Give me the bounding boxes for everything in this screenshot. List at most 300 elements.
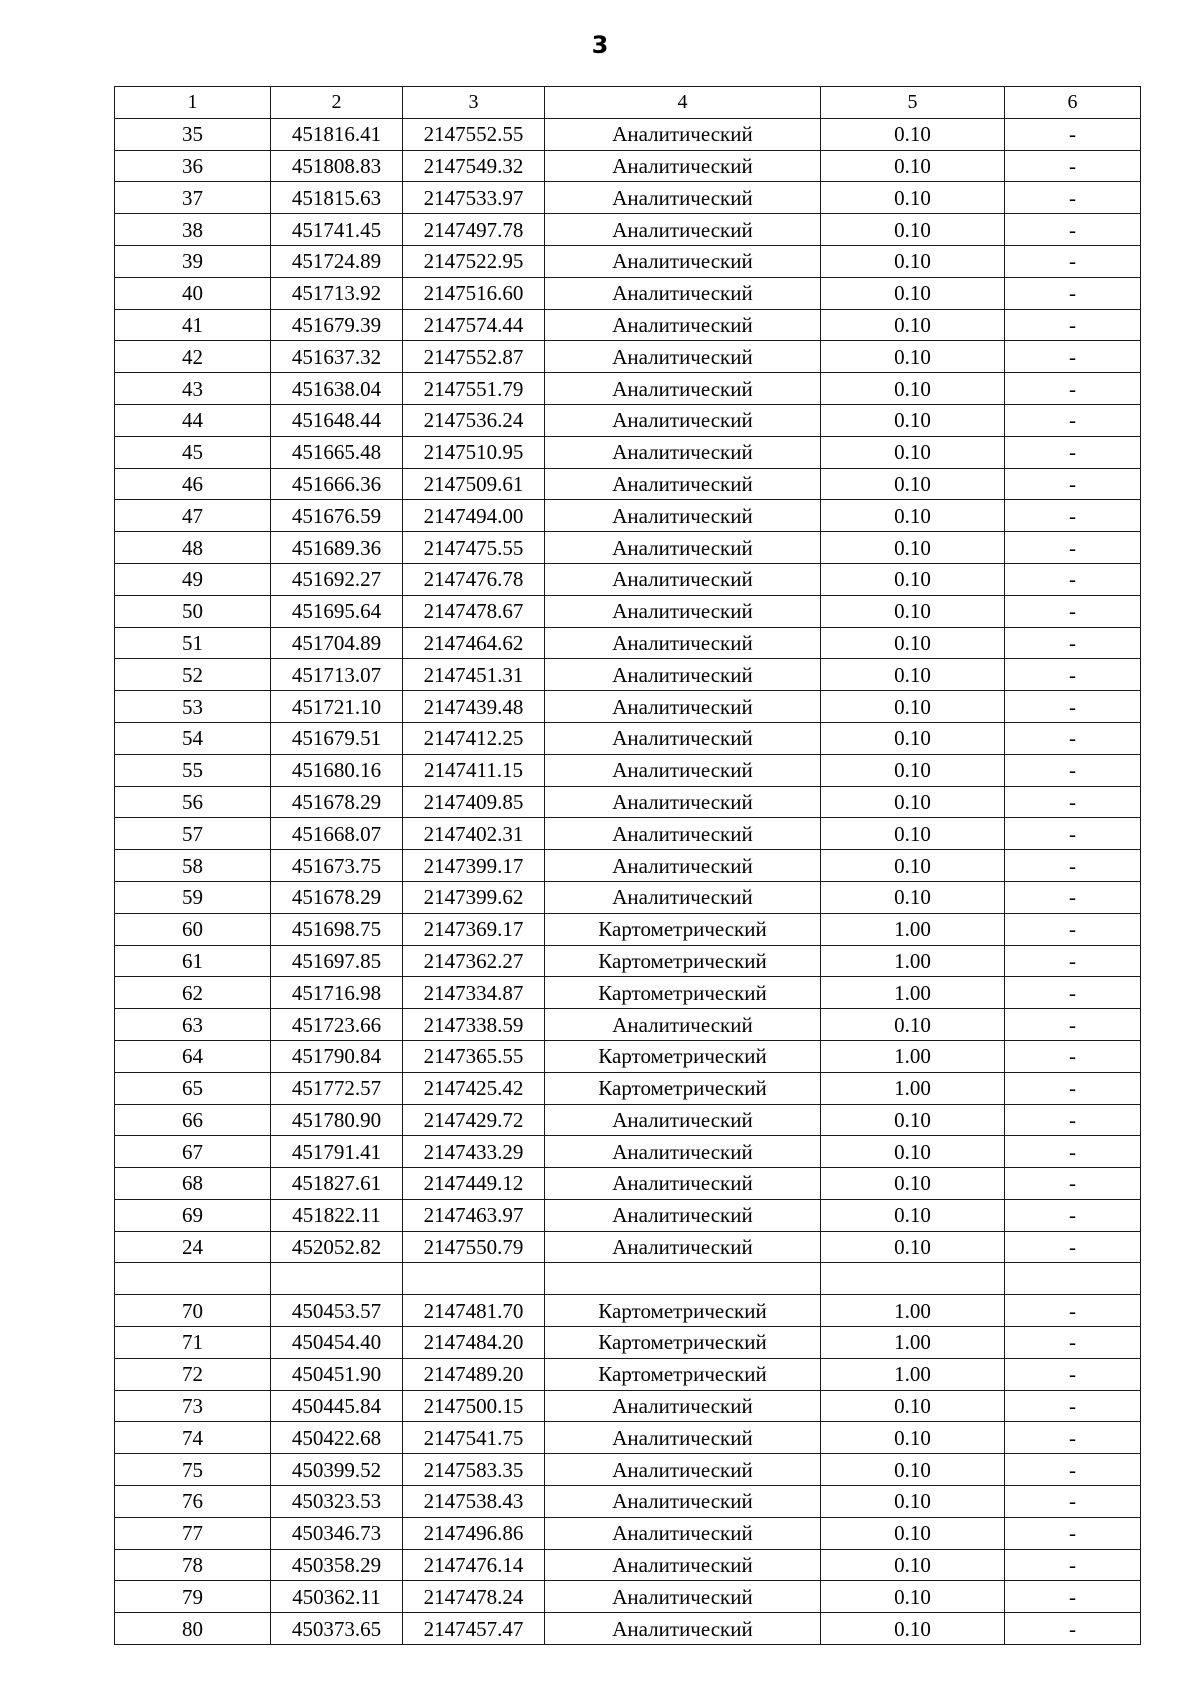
point-number-cell: 38 <box>115 214 271 246</box>
note-cell: - <box>1005 404 1141 436</box>
note-cell: - <box>1005 277 1141 309</box>
x-coordinate-cell: 450358.29 <box>271 1549 403 1581</box>
accuracy-cell: 0.10 <box>821 786 1005 818</box>
x-coordinate-cell: 450346.73 <box>271 1517 403 1549</box>
point-number-cell: 35 <box>115 118 271 150</box>
x-coordinate-cell: 451815.63 <box>271 182 403 214</box>
x-coordinate-cell: 451716.98 <box>271 977 403 1009</box>
x-coordinate-cell: 451695.64 <box>271 595 403 627</box>
y-coordinate-cell: 2147433.29 <box>403 1136 545 1168</box>
table-row <box>115 1263 1141 1295</box>
point-number-cell: 75 <box>115 1454 271 1486</box>
y-coordinate-cell: 2147476.78 <box>403 563 545 595</box>
point-number-cell: 70 <box>115 1295 271 1327</box>
method-cell: Аналитический <box>545 118 821 150</box>
note-cell: - <box>1005 1231 1141 1263</box>
point-number-cell: 65 <box>115 1072 271 1104</box>
accuracy-cell: 0.10 <box>821 1454 1005 1486</box>
method-cell: Аналитический <box>545 1390 821 1422</box>
point-number-cell: 63 <box>115 1009 271 1041</box>
point-number-cell: 68 <box>115 1168 271 1200</box>
note-cell: - <box>1005 1358 1141 1390</box>
note-cell: - <box>1005 627 1141 659</box>
x-coordinate-cell: 450373.65 <box>271 1613 403 1645</box>
point-number-cell: 53 <box>115 691 271 723</box>
point-number-cell: 45 <box>115 436 271 468</box>
y-coordinate-cell: 2147411.15 <box>403 754 545 786</box>
note-cell: - <box>1005 150 1141 182</box>
x-coordinate-cell: 450399.52 <box>271 1454 403 1486</box>
y-coordinate-cell: 2147362.27 <box>403 945 545 977</box>
y-coordinate-cell: 2147484.20 <box>403 1327 545 1359</box>
table-row <box>115 150 1141 182</box>
y-coordinate-cell: 2147510.95 <box>403 436 545 468</box>
x-coordinate-cell: 451808.83 <box>271 150 403 182</box>
accuracy-cell <box>821 1263 1005 1295</box>
x-coordinate-cell: 451666.36 <box>271 468 403 500</box>
method-cell: Аналитический <box>545 786 821 818</box>
note-cell: - <box>1005 786 1141 818</box>
table-row <box>115 500 1141 532</box>
method-cell: Аналитический <box>545 436 821 468</box>
table-row <box>115 532 1141 564</box>
table-row <box>115 722 1141 754</box>
accuracy-cell: 1.00 <box>821 1040 1005 1072</box>
y-coordinate-cell: 2147451.31 <box>403 659 545 691</box>
x-coordinate-cell: 451673.75 <box>271 850 403 882</box>
table-row <box>115 404 1141 436</box>
table-row <box>115 691 1141 723</box>
accuracy-cell: 0.10 <box>821 881 1005 913</box>
x-coordinate-cell: 450422.68 <box>271 1422 403 1454</box>
y-coordinate-cell: 2147497.78 <box>403 214 545 246</box>
point-number-cell: 46 <box>115 468 271 500</box>
point-number-cell: 52 <box>115 659 271 691</box>
accuracy-cell: 1.00 <box>821 913 1005 945</box>
point-number-cell: 49 <box>115 563 271 595</box>
note-cell: - <box>1005 1327 1141 1359</box>
table-row <box>115 913 1141 945</box>
column-header-6: 6 <box>1005 87 1141 119</box>
y-coordinate-cell: 2147541.75 <box>403 1422 545 1454</box>
point-number-cell: 40 <box>115 277 271 309</box>
accuracy-cell: 0.10 <box>821 1613 1005 1645</box>
point-number-cell: 50 <box>115 595 271 627</box>
note-cell: - <box>1005 1486 1141 1518</box>
x-coordinate-cell: 451772.57 <box>271 1072 403 1104</box>
y-coordinate-cell: 2147500.15 <box>403 1390 545 1422</box>
accuracy-cell: 0.10 <box>821 150 1005 182</box>
method-cell: Аналитический <box>545 1486 821 1518</box>
note-cell: - <box>1005 1613 1141 1645</box>
y-coordinate-cell: 2147478.24 <box>403 1581 545 1613</box>
table-row <box>115 945 1141 977</box>
column-header-5: 5 <box>821 87 1005 119</box>
x-coordinate-cell: 451680.16 <box>271 754 403 786</box>
column-header-1: 1 <box>115 87 271 119</box>
table-row <box>115 373 1141 405</box>
table-row <box>115 786 1141 818</box>
note-cell: - <box>1005 659 1141 691</box>
y-coordinate-cell: 2147481.70 <box>403 1295 545 1327</box>
x-coordinate-cell: 451724.89 <box>271 245 403 277</box>
point-number-cell: 69 <box>115 1199 271 1231</box>
method-cell <box>545 1263 821 1295</box>
point-number-cell: 56 <box>115 786 271 818</box>
point-number-cell: 47 <box>115 500 271 532</box>
note-cell: - <box>1005 945 1141 977</box>
x-coordinate-cell: 450453.57 <box>271 1295 403 1327</box>
x-coordinate-cell: 450454.40 <box>271 1327 403 1359</box>
note-cell: - <box>1005 341 1141 373</box>
y-coordinate-cell: 2147412.25 <box>403 722 545 754</box>
method-cell: Аналитический <box>545 1104 821 1136</box>
y-coordinate-cell: 2147365.55 <box>403 1040 545 1072</box>
accuracy-cell: 0.10 <box>821 1486 1005 1518</box>
table-row <box>115 1327 1141 1359</box>
accuracy-cell: 1.00 <box>821 977 1005 1009</box>
point-number-cell: 48 <box>115 532 271 564</box>
table-row <box>115 118 1141 150</box>
note-cell: - <box>1005 214 1141 246</box>
x-coordinate-cell: 451697.85 <box>271 945 403 977</box>
y-coordinate-cell: 2147549.32 <box>403 150 545 182</box>
note-cell: - <box>1005 532 1141 564</box>
method-cell: Картометрический <box>545 1295 821 1327</box>
accuracy-cell: 0.10 <box>821 436 1005 468</box>
table-row <box>115 1040 1141 1072</box>
point-number-cell: 74 <box>115 1422 271 1454</box>
point-number-cell: 79 <box>115 1581 271 1613</box>
accuracy-cell: 0.10 <box>821 277 1005 309</box>
point-number-cell: 64 <box>115 1040 271 1072</box>
method-cell: Аналитический <box>545 563 821 595</box>
accuracy-cell: 0.10 <box>821 818 1005 850</box>
point-number-cell: 51 <box>115 627 271 659</box>
x-coordinate-cell: 451723.66 <box>271 1009 403 1041</box>
accuracy-cell: 0.10 <box>821 500 1005 532</box>
coordinates-table <box>114 86 1141 1645</box>
note-cell <box>1005 1263 1141 1295</box>
point-number-cell: 76 <box>115 1486 271 1518</box>
point-number-cell: 71 <box>115 1327 271 1359</box>
method-cell: Аналитический <box>545 627 821 659</box>
table-row <box>115 977 1141 1009</box>
table-row <box>115 1231 1141 1263</box>
point-number-cell: 62 <box>115 977 271 1009</box>
table-row <box>115 245 1141 277</box>
note-cell: - <box>1005 595 1141 627</box>
y-coordinate-cell: 2147475.55 <box>403 532 545 564</box>
point-number-cell: 61 <box>115 945 271 977</box>
x-coordinate-cell: 450445.84 <box>271 1390 403 1422</box>
table-row <box>115 818 1141 850</box>
x-coordinate-cell: 451704.89 <box>271 627 403 659</box>
method-cell: Аналитический <box>545 182 821 214</box>
x-coordinate-cell: 451679.39 <box>271 309 403 341</box>
point-number-cell: 58 <box>115 850 271 882</box>
table-row <box>115 754 1141 786</box>
point-number-cell: 41 <box>115 309 271 341</box>
accuracy-cell: 0.10 <box>821 1136 1005 1168</box>
point-number-cell: 72 <box>115 1358 271 1390</box>
table-row <box>115 1390 1141 1422</box>
y-coordinate-cell: 2147478.67 <box>403 595 545 627</box>
y-coordinate-cell: 2147399.17 <box>403 850 545 882</box>
method-cell: Аналитический <box>545 1136 821 1168</box>
y-coordinate-cell: 2147494.00 <box>403 500 545 532</box>
x-coordinate-cell: 451668.07 <box>271 818 403 850</box>
accuracy-cell: 0.10 <box>821 754 1005 786</box>
y-coordinate-cell: 2147551.79 <box>403 373 545 405</box>
point-number-cell <box>115 1263 271 1295</box>
point-number-cell: 60 <box>115 913 271 945</box>
note-cell: - <box>1005 913 1141 945</box>
note-cell: - <box>1005 1199 1141 1231</box>
method-cell: Аналитический <box>545 404 821 436</box>
y-coordinate-cell: 2147552.55 <box>403 118 545 150</box>
accuracy-cell: 1.00 <box>821 945 1005 977</box>
note-cell: - <box>1005 1040 1141 1072</box>
point-number-cell: 77 <box>115 1517 271 1549</box>
note-cell: - <box>1005 1581 1141 1613</box>
method-cell: Аналитический <box>545 150 821 182</box>
note-cell: - <box>1005 1517 1141 1549</box>
note-cell: - <box>1005 1136 1141 1168</box>
accuracy-cell: 0.10 <box>821 1581 1005 1613</box>
x-coordinate-cell: 451822.11 <box>271 1199 403 1231</box>
point-number-cell: 67 <box>115 1136 271 1168</box>
x-coordinate-cell: 452052.82 <box>271 1231 403 1263</box>
accuracy-cell: 0.10 <box>821 563 1005 595</box>
x-coordinate-cell <box>271 1263 403 1295</box>
method-cell: Аналитический <box>545 722 821 754</box>
y-coordinate-cell: 2147439.48 <box>403 691 545 723</box>
x-coordinate-cell: 450323.53 <box>271 1486 403 1518</box>
note-cell: - <box>1005 722 1141 754</box>
accuracy-cell: 1.00 <box>821 1358 1005 1390</box>
table-row <box>115 850 1141 882</box>
method-cell: Аналитический <box>545 214 821 246</box>
method-cell: Аналитический <box>545 691 821 723</box>
accuracy-cell: 0.10 <box>821 118 1005 150</box>
table-row <box>115 436 1141 468</box>
method-cell: Аналитический <box>545 1581 821 1613</box>
point-number-cell: 78 <box>115 1549 271 1581</box>
method-cell: Картометрический <box>545 1358 821 1390</box>
accuracy-cell: 0.10 <box>821 691 1005 723</box>
y-coordinate-cell: 2147457.47 <box>403 1613 545 1645</box>
note-cell: - <box>1005 436 1141 468</box>
point-number-cell: 43 <box>115 373 271 405</box>
x-coordinate-cell: 451638.04 <box>271 373 403 405</box>
accuracy-cell: 1.00 <box>821 1327 1005 1359</box>
method-cell: Картометрический <box>545 1072 821 1104</box>
method-cell: Картометрический <box>545 1327 821 1359</box>
accuracy-cell: 0.10 <box>821 182 1005 214</box>
accuracy-cell: 0.10 <box>821 595 1005 627</box>
accuracy-cell: 0.10 <box>821 1168 1005 1200</box>
table-row <box>115 1168 1141 1200</box>
method-cell: Аналитический <box>545 1422 821 1454</box>
note-cell: - <box>1005 1295 1141 1327</box>
point-number-cell: 37 <box>115 182 271 214</box>
y-coordinate-cell: 2147522.95 <box>403 245 545 277</box>
accuracy-cell: 0.10 <box>821 1199 1005 1231</box>
method-cell: Аналитический <box>545 277 821 309</box>
point-number-cell: 42 <box>115 341 271 373</box>
table-row <box>115 468 1141 500</box>
accuracy-cell: 0.10 <box>821 1231 1005 1263</box>
note-cell: - <box>1005 881 1141 913</box>
column-header-4: 4 <box>545 87 821 119</box>
x-coordinate-cell: 451679.51 <box>271 722 403 754</box>
point-number-cell: 39 <box>115 245 271 277</box>
y-coordinate-cell: 2147463.97 <box>403 1199 545 1231</box>
table-row <box>115 1454 1141 1486</box>
accuracy-cell: 0.10 <box>821 1422 1005 1454</box>
method-cell: Аналитический <box>545 1231 821 1263</box>
method-cell: Аналитический <box>545 1199 821 1231</box>
table-row <box>115 1009 1141 1041</box>
y-coordinate-cell: 2147429.72 <box>403 1104 545 1136</box>
table-row <box>115 1072 1141 1104</box>
y-coordinate-cell: 2147464.62 <box>403 627 545 659</box>
x-coordinate-cell: 451689.36 <box>271 532 403 564</box>
y-coordinate-cell: 2147449.12 <box>403 1168 545 1200</box>
table-row <box>115 1295 1141 1327</box>
accuracy-cell: 0.10 <box>821 245 1005 277</box>
note-cell: - <box>1005 1422 1141 1454</box>
method-cell: Аналитический <box>545 1613 821 1645</box>
note-cell: - <box>1005 977 1141 1009</box>
x-coordinate-cell: 451790.84 <box>271 1040 403 1072</box>
x-coordinate-cell: 451780.90 <box>271 1104 403 1136</box>
accuracy-cell: 0.10 <box>821 309 1005 341</box>
accuracy-cell: 0.10 <box>821 1104 1005 1136</box>
table-row <box>115 627 1141 659</box>
point-number-cell: 55 <box>115 754 271 786</box>
point-number-cell: 44 <box>115 404 271 436</box>
table-body <box>115 118 1141 1644</box>
y-coordinate-cell: 2147338.59 <box>403 1009 545 1041</box>
method-cell: Аналитический <box>545 341 821 373</box>
x-coordinate-cell: 450451.90 <box>271 1358 403 1390</box>
accuracy-cell: 1.00 <box>821 1072 1005 1104</box>
table-row <box>115 1613 1141 1645</box>
method-cell: Аналитический <box>545 309 821 341</box>
point-number-cell: 80 <box>115 1613 271 1645</box>
accuracy-cell: 0.10 <box>821 722 1005 754</box>
x-coordinate-cell: 451665.48 <box>271 436 403 468</box>
table-row <box>115 214 1141 246</box>
x-coordinate-cell: 451678.29 <box>271 786 403 818</box>
table-row <box>115 595 1141 627</box>
x-coordinate-cell: 451816.41 <box>271 118 403 150</box>
y-coordinate-cell: 2147536.24 <box>403 404 545 436</box>
y-coordinate-cell: 2147574.44 <box>403 309 545 341</box>
y-coordinate-cell: 2147496.86 <box>403 1517 545 1549</box>
note-cell: - <box>1005 818 1141 850</box>
table-row <box>115 1517 1141 1549</box>
y-coordinate-cell: 2147509.61 <box>403 468 545 500</box>
note-cell: - <box>1005 563 1141 595</box>
y-coordinate-cell: 2147369.17 <box>403 913 545 945</box>
note-cell: - <box>1005 1549 1141 1581</box>
note-cell: - <box>1005 500 1141 532</box>
table-row <box>115 1358 1141 1390</box>
table-row <box>115 309 1141 341</box>
method-cell: Аналитический <box>545 500 821 532</box>
x-coordinate-cell: 451713.07 <box>271 659 403 691</box>
y-coordinate-cell: 2147399.62 <box>403 881 545 913</box>
method-cell: Аналитический <box>545 1168 821 1200</box>
x-coordinate-cell: 451692.27 <box>271 563 403 595</box>
table-row <box>115 182 1141 214</box>
accuracy-cell: 0.10 <box>821 532 1005 564</box>
note-cell: - <box>1005 309 1141 341</box>
table-row <box>115 1486 1141 1518</box>
y-coordinate-cell: 2147476.14 <box>403 1549 545 1581</box>
table-header <box>115 87 1141 119</box>
accuracy-cell: 1.00 <box>821 1295 1005 1327</box>
method-cell: Аналитический <box>545 1549 821 1581</box>
method-cell: Аналитический <box>545 1009 821 1041</box>
point-number-cell: 54 <box>115 722 271 754</box>
table-row <box>115 563 1141 595</box>
point-number-cell: 66 <box>115 1104 271 1136</box>
x-coordinate-cell: 451827.61 <box>271 1168 403 1200</box>
accuracy-cell: 0.10 <box>821 659 1005 691</box>
table-row <box>115 1136 1141 1168</box>
table-row <box>115 277 1141 309</box>
table-row <box>115 881 1141 913</box>
note-cell: - <box>1005 373 1141 405</box>
table-row <box>115 1549 1141 1581</box>
accuracy-cell: 0.10 <box>821 627 1005 659</box>
y-coordinate-cell: 2147583.35 <box>403 1454 545 1486</box>
x-coordinate-cell: 451741.45 <box>271 214 403 246</box>
note-cell: - <box>1005 182 1141 214</box>
y-coordinate-cell: 2147402.31 <box>403 818 545 850</box>
x-coordinate-cell: 450362.11 <box>271 1581 403 1613</box>
accuracy-cell: 0.10 <box>821 404 1005 436</box>
x-coordinate-cell: 451698.75 <box>271 913 403 945</box>
method-cell: Картометрический <box>545 945 821 977</box>
y-coordinate-cell: 2147334.87 <box>403 977 545 1009</box>
note-cell: - <box>1005 1454 1141 1486</box>
accuracy-cell: 0.10 <box>821 1009 1005 1041</box>
x-coordinate-cell: 451648.44 <box>271 404 403 436</box>
accuracy-cell: 0.10 <box>821 1517 1005 1549</box>
note-cell: - <box>1005 1009 1141 1041</box>
accuracy-cell: 0.10 <box>821 214 1005 246</box>
method-cell: Аналитический <box>545 659 821 691</box>
note-cell: - <box>1005 1072 1141 1104</box>
x-coordinate-cell: 451637.32 <box>271 341 403 373</box>
note-cell: - <box>1005 1390 1141 1422</box>
column-header-3: 3 <box>403 87 545 119</box>
table-row <box>115 659 1141 691</box>
point-number-cell: 73 <box>115 1390 271 1422</box>
y-coordinate-cell: 2147409.85 <box>403 786 545 818</box>
table-row <box>115 1422 1141 1454</box>
note-cell: - <box>1005 1104 1141 1136</box>
y-coordinate-cell: 2147516.60 <box>403 277 545 309</box>
accuracy-cell: 0.10 <box>821 1390 1005 1422</box>
table-row <box>115 1581 1141 1613</box>
table-row <box>115 341 1141 373</box>
